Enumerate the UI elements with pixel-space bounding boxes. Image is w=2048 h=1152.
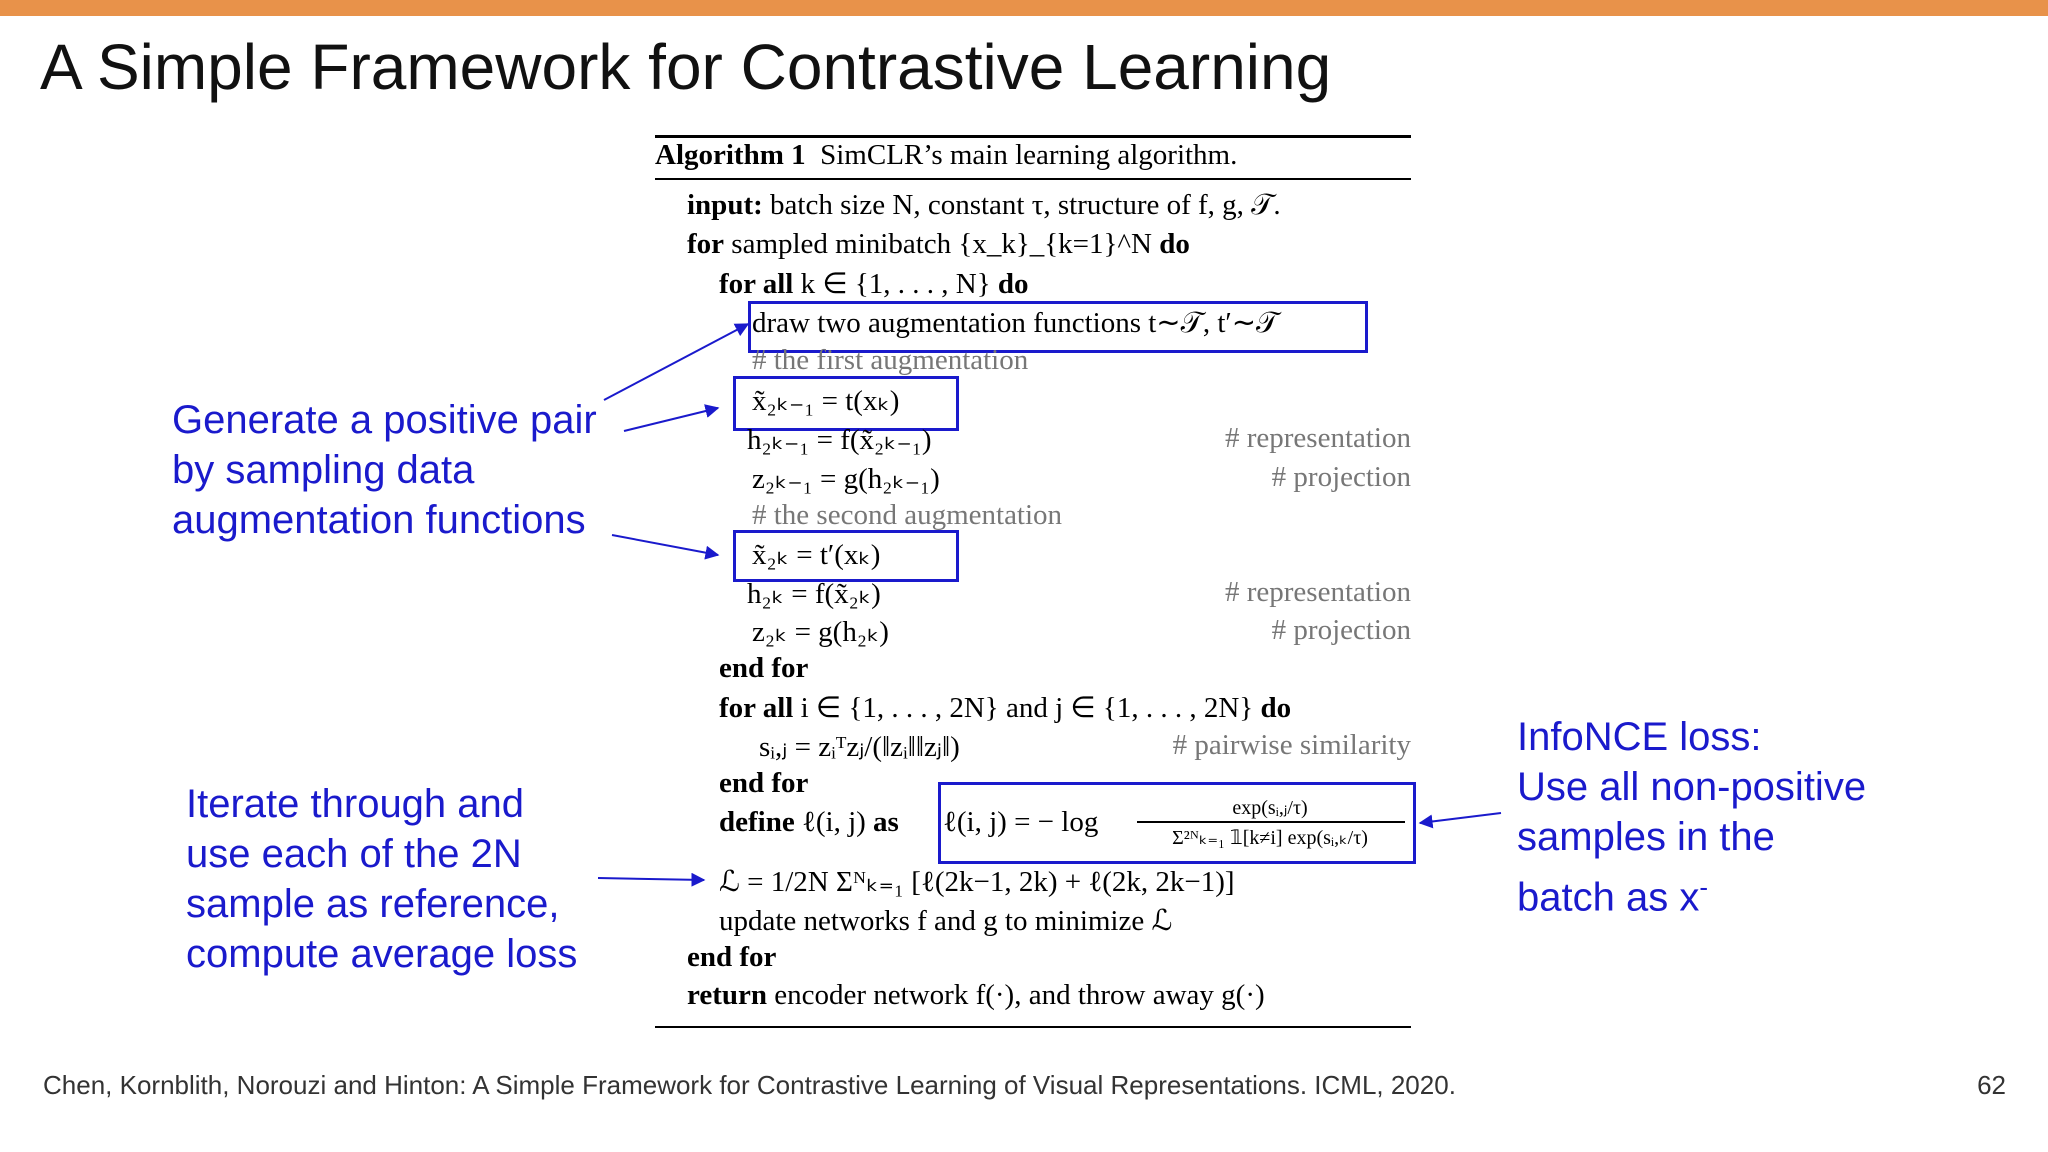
page-number: 62: [1977, 1070, 2006, 1100]
loss-numerator: exp(sᵢ,ⱼ/τ): [1232, 797, 1308, 819]
annotation-positive-pair: Generate a positive pair by sampling data augmentation functions: [172, 398, 597, 542]
loss-lhs: ℓ(i, j) = − log: [943, 806, 1099, 838]
arrow-to-x-tilde-second: [612, 535, 718, 555]
forall-ij-line: for all i ∈ {1, . . . , 2N} and j ∈ {1, . . . , 2N} do: [719, 692, 1292, 724]
return-line: return encoder network f(·), and throw away g(·): [687, 979, 1265, 1011]
average-loss-line: ℒ = 1/2N Σᴺₖ₌₁ [ℓ(2k−1, 2k) + ℓ(2k, 2k−1)]: [719, 866, 1235, 898]
arrow-to-x-tilde-first: [624, 408, 718, 431]
for-line: for sampled minibatch {x_k}_{k=1}^N do: [687, 228, 1190, 260]
z-first-line: z₂ₖ₋₁ = g(h₂ₖ₋₁): [752, 463, 940, 495]
comment-first-augmentation: # the first augmentation: [752, 344, 1029, 376]
end-for-inner-2: end for: [719, 767, 809, 799]
comment-projection-1: # projection: [1271, 461, 1411, 493]
h-second-line: h₂ₖ = f(x̃₂ₖ): [747, 578, 881, 610]
comment-projection-2: # projection: [1271, 614, 1411, 646]
comment-representation-2: # representation: [1224, 576, 1411, 608]
define-line: define ℓ(i, j) as: [719, 806, 899, 838]
x-tilde-second-line: x̃₂ₖ = t′(xₖ): [752, 539, 881, 571]
h-first-line: h₂ₖ₋₁ = f(x̃₂ₖ₋₁): [747, 424, 932, 456]
end-for-inner-1: end for: [719, 652, 809, 684]
annotation-infonce: InfoNCE loss: Use all non-positive samples in the batch as x-: [1517, 715, 1867, 920]
x-tilde-first-line: x̃₂ₖ₋₁ = t(xₖ): [752, 385, 900, 417]
comment-pairwise-similarity: # pairwise similarity: [1172, 729, 1411, 761]
annotation-iterate: Iterate through and use each of the 2N sample as reference, compute average loss: [186, 782, 578, 976]
citation-footer: Chen, Kornblith, Norouzi and Hinton: A Simple Framework for Contrastive Learning of Visual Representations. ICML, 2020.: [43, 1070, 1456, 1100]
algorithm-heading: Algorithm 1 SimCLR’s main learning algorithm.: [655, 139, 1238, 171]
draw-line: draw two augmentation functions t∼𝒯, t′∼𝒯: [752, 307, 1279, 339]
arrow-to-infonce: [1420, 813, 1501, 823]
comment-second-augmentation: # the second augmentation: [752, 499, 1063, 531]
update-line: update networks f and g to minimize ℒ: [719, 905, 1173, 937]
z-second-line: z₂ₖ = g(h₂ₖ): [752, 616, 889, 648]
arrow-to-average-loss: [598, 878, 704, 880]
forall-k-line: for all k ∈ {1, . . . , N} do: [719, 268, 1029, 300]
comment-representation-1: # representation: [1224, 422, 1411, 454]
end-for-outer: end for: [687, 941, 777, 973]
input-line: input: batch size N, constant τ, structure of f, g, 𝒯.: [687, 189, 1281, 221]
arrow-to-draw: [604, 324, 748, 400]
similarity-line: sᵢ,ⱼ = zᵢᵀzⱼ/(‖zᵢ‖‖zⱼ‖): [759, 731, 960, 763]
slide-title: A Simple Framework for Contrastive Learning: [40, 31, 1332, 103]
loss-denominator: Σ²ᴺₖ₌₁ 𝟙[k≠i] exp(sᵢ,ₖ/τ): [1172, 827, 1368, 849]
